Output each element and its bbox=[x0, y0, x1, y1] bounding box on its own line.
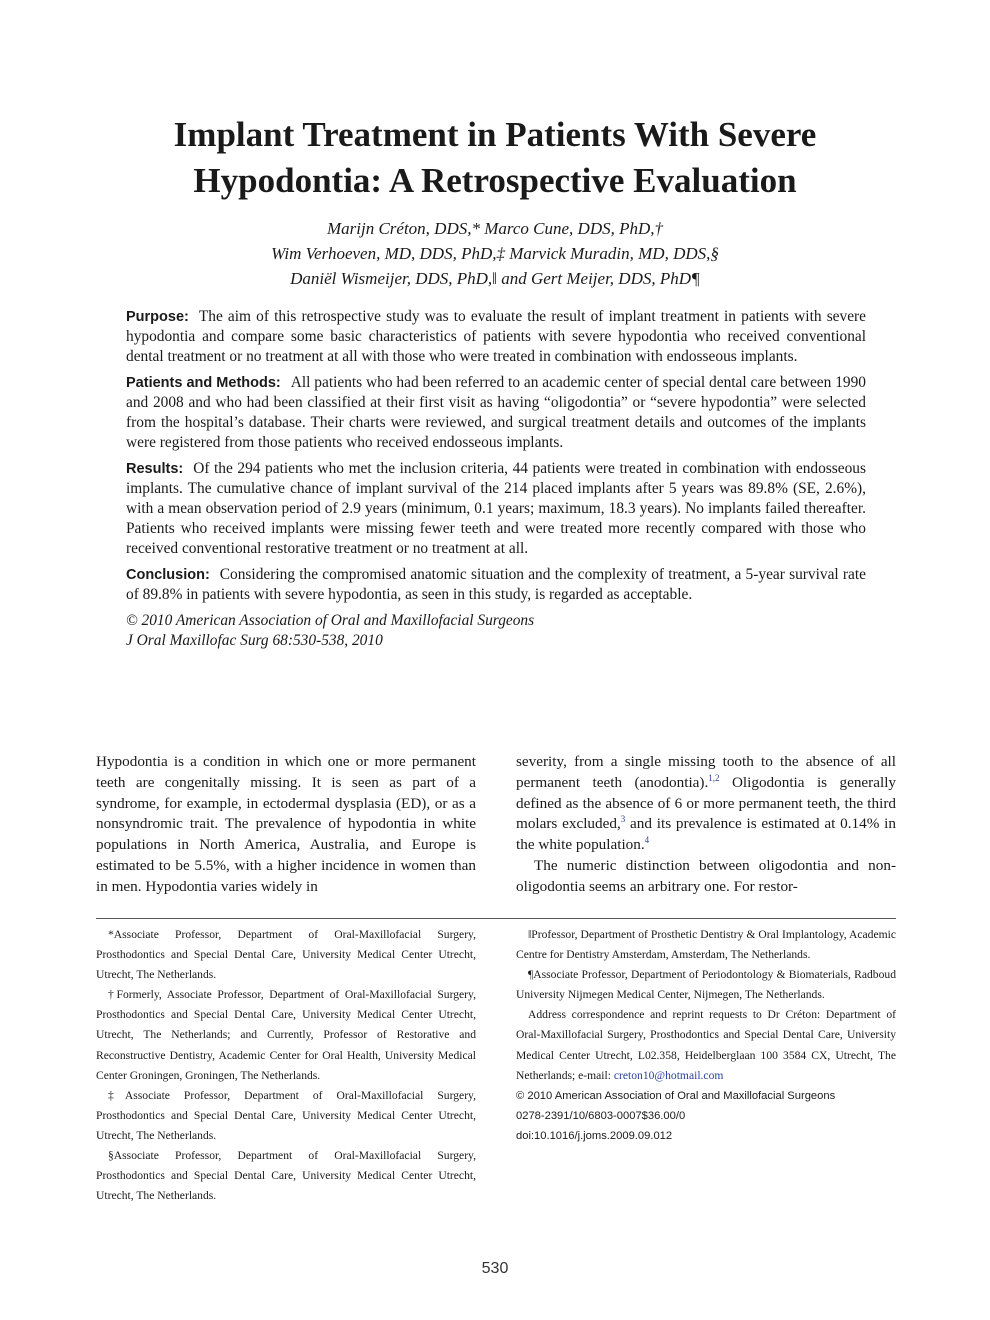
body-text: and its prevalence is estimated at 0.14% in the white population. bbox=[516, 815, 896, 854]
section-heading: Conclusion: bbox=[126, 567, 210, 583]
abstract-text: The aim of this retrospective study was to evaluate the result of implant treatment in patients with severe hypodontia and compare some basic characteristics of patients with severe hypodontia who received conventional dental treatment or no treatment at all with those who were treated in combination with endosseous implants. bbox=[126, 308, 866, 365]
body-column-left bbox=[96, 752, 476, 898]
section-heading: Patients and Methods: bbox=[126, 375, 281, 391]
abstract-results bbox=[126, 459, 866, 559]
citation-link[interactable]: 3 bbox=[620, 814, 626, 825]
affiliation-footnote: §Associate Professor, Department of Oral-Maxillofacial Surgery, Prosthodontics and Special Dental Care, University Medical Center Utrecht, Utrecht, The Netherlands. bbox=[96, 1149, 476, 1203]
article-title bbox=[95, 112, 895, 204]
body-paragraph: Hypodontia is a condition in which one or more permanent teeth are congenitally missing. It is seen as part of a syndrome, for example, in ectodermal dysplasia (ED), or as a nonsyndromic trait. The prevalence of hypodontia in white populations in North America, Australia, and Europe is estimated to be 5.5%, with a higher incidence in women than in men. Hypodontia varies widely in bbox=[96, 753, 476, 895]
citation-link[interactable]: 4 bbox=[644, 835, 650, 846]
citation-link[interactable]: 1,2 bbox=[708, 772, 720, 783]
copyright-notice: © 2010 American Association of Oral and Maxillofacial Surgeons bbox=[516, 1089, 836, 1102]
author-line: Wim Verhoeven, MD, DDS, PhD,‡ Marvick Muradin, MD, DDS,§ bbox=[271, 244, 719, 263]
section-heading: Purpose: bbox=[126, 309, 189, 325]
body-text: severity, from a single missing tooth to the absence of all permanent teeth (anodontia). bbox=[516, 753, 896, 791]
affiliation-footnote: †Formerly, Associate Professor, Department of Oral-Maxillofacial Surgery, Prosthodontics and Special Dental Care, University Medical Center Utrecht, Utrecht, The Netherlands; and Currently, Professor of Restorative and Reconstructive Dentistry, Academic Center for Oral Health, University Medical Center Groningen, Groningen, The Netherlands. bbox=[96, 988, 476, 1082]
title-line: Hypodontia: A Retrospective Evaluation bbox=[193, 161, 797, 200]
affiliation-footnote: *Associate Professor, Department of Oral-Maxillofacial Surgery, Prosthodontics and Special Dental Care, University Medical Center Utrecht, Utrecht, The Netherlands. bbox=[96, 928, 476, 982]
affiliation-footnote: ‖Professor, Department of Prosthetic Dentistry & Oral Implantology, Academic Centre for Dentistry Amsterdam, Amsterdam, The Netherlands. bbox=[516, 928, 896, 962]
body-column-right bbox=[516, 752, 896, 898]
abstract-purpose bbox=[126, 307, 866, 367]
affiliation-footnote: ‡Associate Professor, Department of Oral-Maxillofacial Surgery, Prosthodontics and Special Dental Care, University Medical Center Utrecht, Utrecht, The Netherlands. bbox=[96, 1088, 476, 1142]
title-line: Implant Treatment in Patients With Severe bbox=[173, 115, 817, 154]
body-paragraph bbox=[516, 752, 896, 856]
doi-line: doi:10.1016/j.joms.2009.09.012 bbox=[516, 1129, 673, 1142]
abstract bbox=[126, 307, 866, 651]
issn-line: 0278-2391/10/6803-0007$36.00/0 bbox=[516, 1109, 686, 1122]
page-number: 530 bbox=[481, 1260, 509, 1277]
abstract-text: Of the 294 patients who met the inclusion criteria, 44 patients were treated in combination with endosseous implants. The cumulative chance of implant survival of the 214 placed implants after 5 years was 89.8% (SE, 2.6%), with a mean observation period of 2.9 years (minimum, 0.1 years; maximum, 18.3 years). No implants failed thereafter. Patients who received implants were missing fewer teeth and were treated more recently compared with those who received conventional restorative treatment or no treatment at all. bbox=[126, 460, 866, 557]
abstract-text: All patients who had been referred to an academic center of special dental care between 1990 and 2008 and who had been classified at their first visit as having “oligodontia” or “severe hypodontia” were selected from the hospital’s database. Their charts were reviewed, and surgical treatment details and outcomes of the implants were registered from those patients who received endosseous implants. bbox=[126, 374, 866, 451]
author-line: Marijn Créton, DDS,* Marco Cune, DDS, PhD,† bbox=[326, 219, 664, 238]
section-heading: Results: bbox=[126, 461, 184, 477]
address-text: Address correspondence and reprint requests to Dr Créton: Department of Oral-Maxillofacial Surgery, Prosthodontics and Special Dental Care, University Medical Center Utrecht, L02.358, Heidelberglaan 100 3584 CX, Utrecht, The Netherlands; e-mail: bbox=[516, 1008, 896, 1082]
affiliation-footnote: ¶Associate Professor, Department of Periodontology & Biomaterials, Radboud University Nijmegen Medical Center, Nijmegen, The Netherlands. bbox=[516, 968, 896, 1002]
body-paragraph: The numeric distinction between oligodontia and non-oligodontia seems an arbitrary one. For restor- bbox=[516, 856, 896, 895]
correspondence-address bbox=[516, 1005, 896, 1085]
email-link[interactable]: creton10@hotmail.com bbox=[613, 1068, 724, 1082]
footnote-divider bbox=[96, 918, 896, 919]
author-line: Daniël Wismeijer, DDS, PhD,‖ and Gert Meijer, DDS, PhD¶ bbox=[290, 269, 700, 288]
footnotes-left bbox=[96, 925, 476, 1206]
footnotes-right bbox=[516, 925, 896, 1146]
journal-citation: J Oral Maxillofac Surg 68:530-538, 2010 bbox=[126, 632, 383, 649]
abstract-methods bbox=[126, 373, 866, 453]
author-list bbox=[95, 216, 895, 291]
abstract-copyright: © 2010 American Association of Oral and Maxillofacial Surgeons bbox=[126, 612, 535, 629]
abstract-text: Considering the compromised anatomic situation and the complexity of treatment, a 5-year survival rate of 89.8% in patients with severe hypodontia, as seen in this study, is regarded as acceptable. bbox=[126, 566, 866, 603]
abstract-conclusion bbox=[126, 565, 866, 605]
body-text: Oligodontia is generally defined as the absence of 6 or more permanent teeth, the third molars excluded, bbox=[516, 773, 897, 833]
